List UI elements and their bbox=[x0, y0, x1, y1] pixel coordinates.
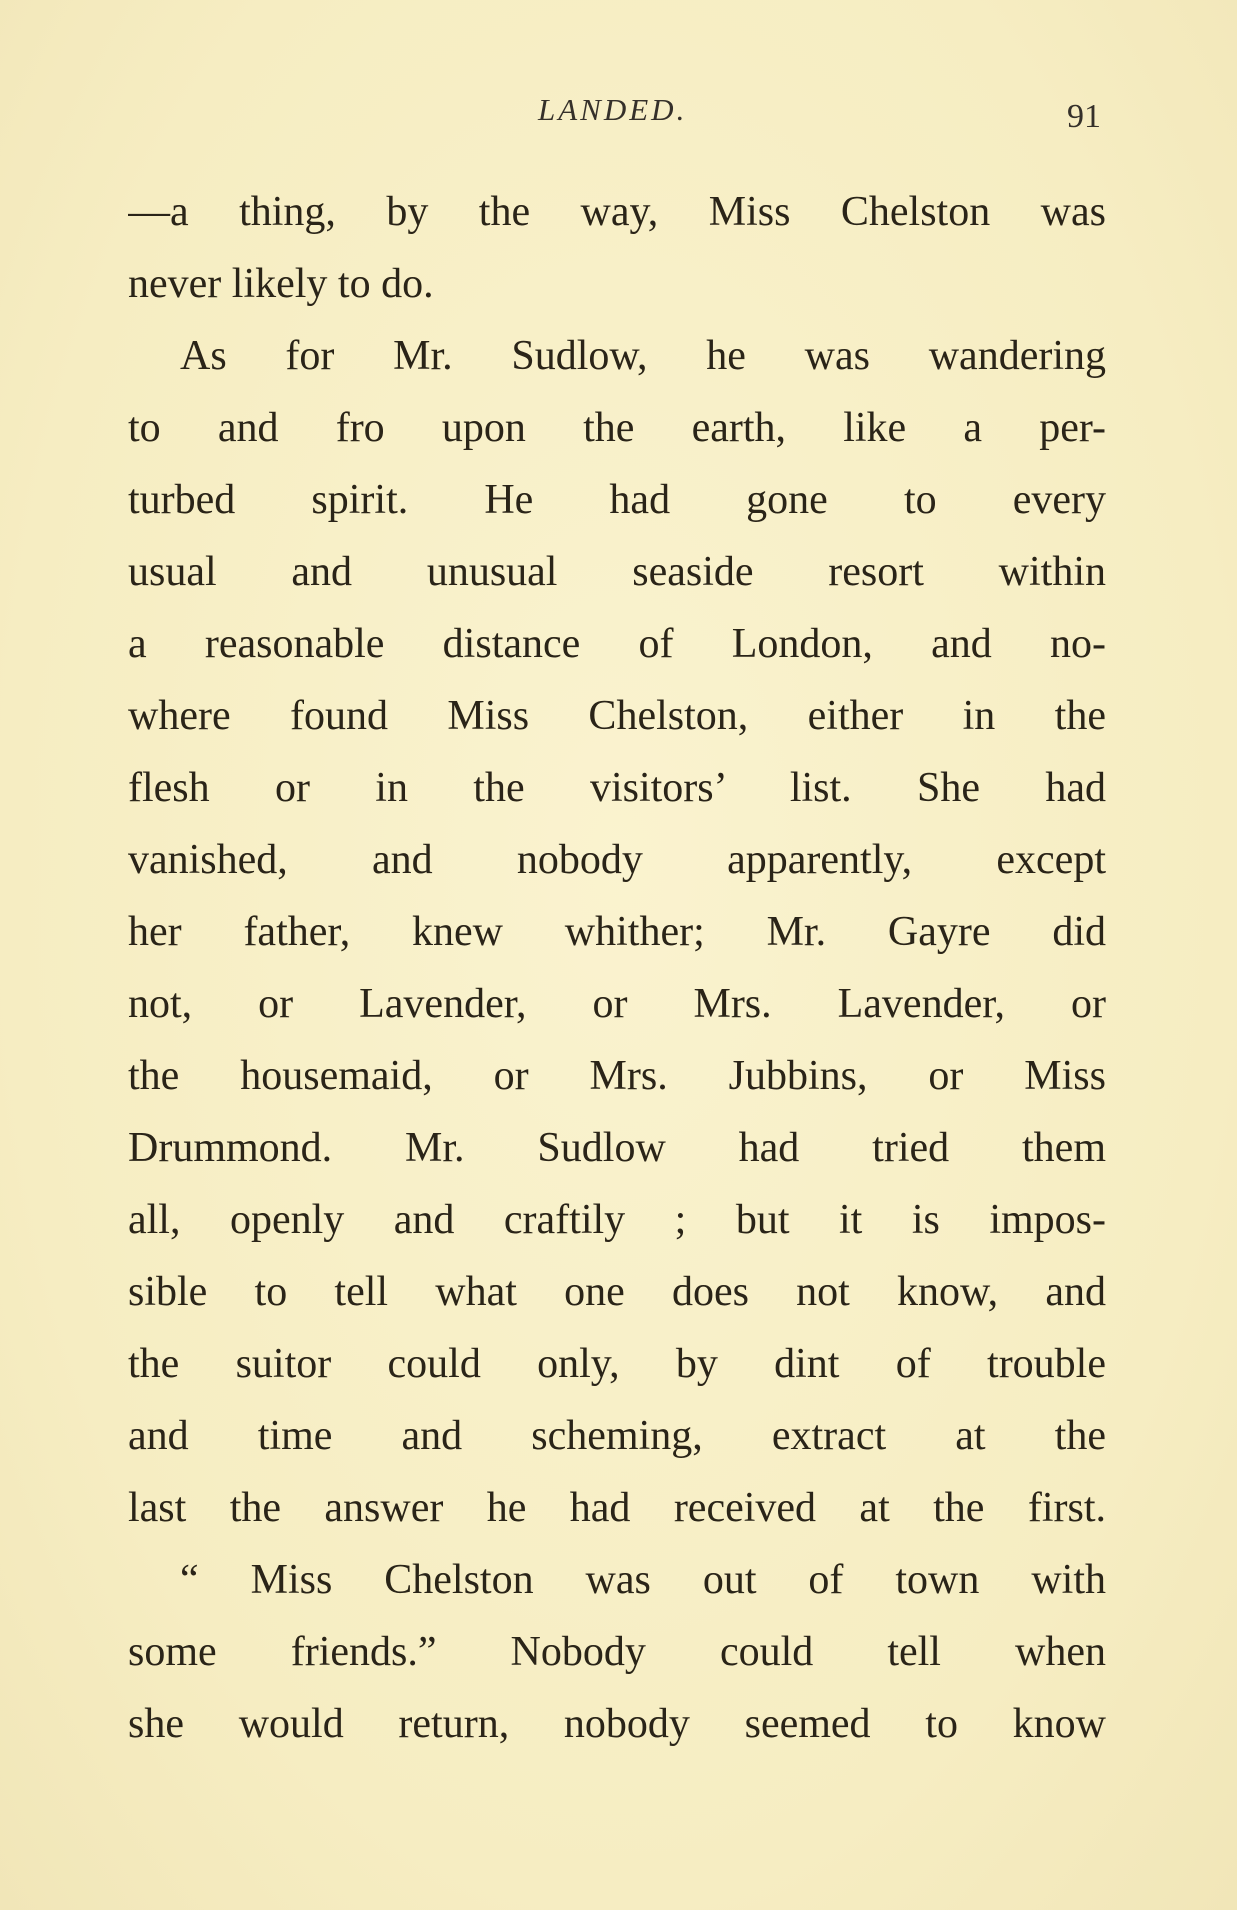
text-line: As for Mr. Sudlow, he was wandering bbox=[180, 333, 1106, 379]
text-line: usual and unusual seaside resort within bbox=[128, 549, 1106, 595]
text-line: flesh or in the visitors’ list. She had bbox=[128, 765, 1106, 811]
text-line: a reasonable distance of London, and no- bbox=[128, 621, 1106, 667]
text-line: some friends.” Nobody could tell when bbox=[128, 1629, 1106, 1675]
text-line: all, openly and craftily ; but it is impos- bbox=[128, 1197, 1106, 1243]
running-head bbox=[0, 92, 1237, 135]
text-line: sible to tell what one does not know, and bbox=[128, 1269, 1106, 1315]
text-line: turbed spirit. He had gone to every bbox=[128, 477, 1106, 523]
text-line: where found Miss Chelston, either in the bbox=[128, 693, 1106, 739]
page-number: 91 bbox=[1067, 98, 1101, 135]
text-line: “ Miss Chelston was out of town with bbox=[180, 1557, 1106, 1603]
text-line: she would return, nobody seemed to know bbox=[128, 1701, 1106, 1747]
body-text bbox=[128, 176, 1106, 1760]
text-line: last the answer he had received at the first. bbox=[128, 1485, 1106, 1531]
text-line: not, or Lavender, or Mrs. Lavender, or bbox=[128, 981, 1106, 1027]
text-line: Drummond. Mr. Sudlow had tried them bbox=[128, 1125, 1106, 1171]
running-title: LANDED. bbox=[538, 92, 688, 127]
text-line: the suitor could only, by dint of trouble bbox=[128, 1341, 1106, 1387]
text-line: vanished, and nobody apparently, except bbox=[128, 837, 1106, 883]
text-line: her father, knew whither; Mr. Gayre did bbox=[128, 909, 1106, 955]
text-line: —a thing, by the way, Miss Chelston was bbox=[128, 189, 1106, 235]
text-line: the housemaid, or Mrs. Jubbins, or Miss bbox=[128, 1053, 1106, 1099]
text-line: to and fro upon the earth, like a per- bbox=[128, 405, 1106, 451]
text-line: and time and scheming, extract at the bbox=[128, 1413, 1106, 1459]
text-line: never likely to do. bbox=[128, 261, 434, 307]
